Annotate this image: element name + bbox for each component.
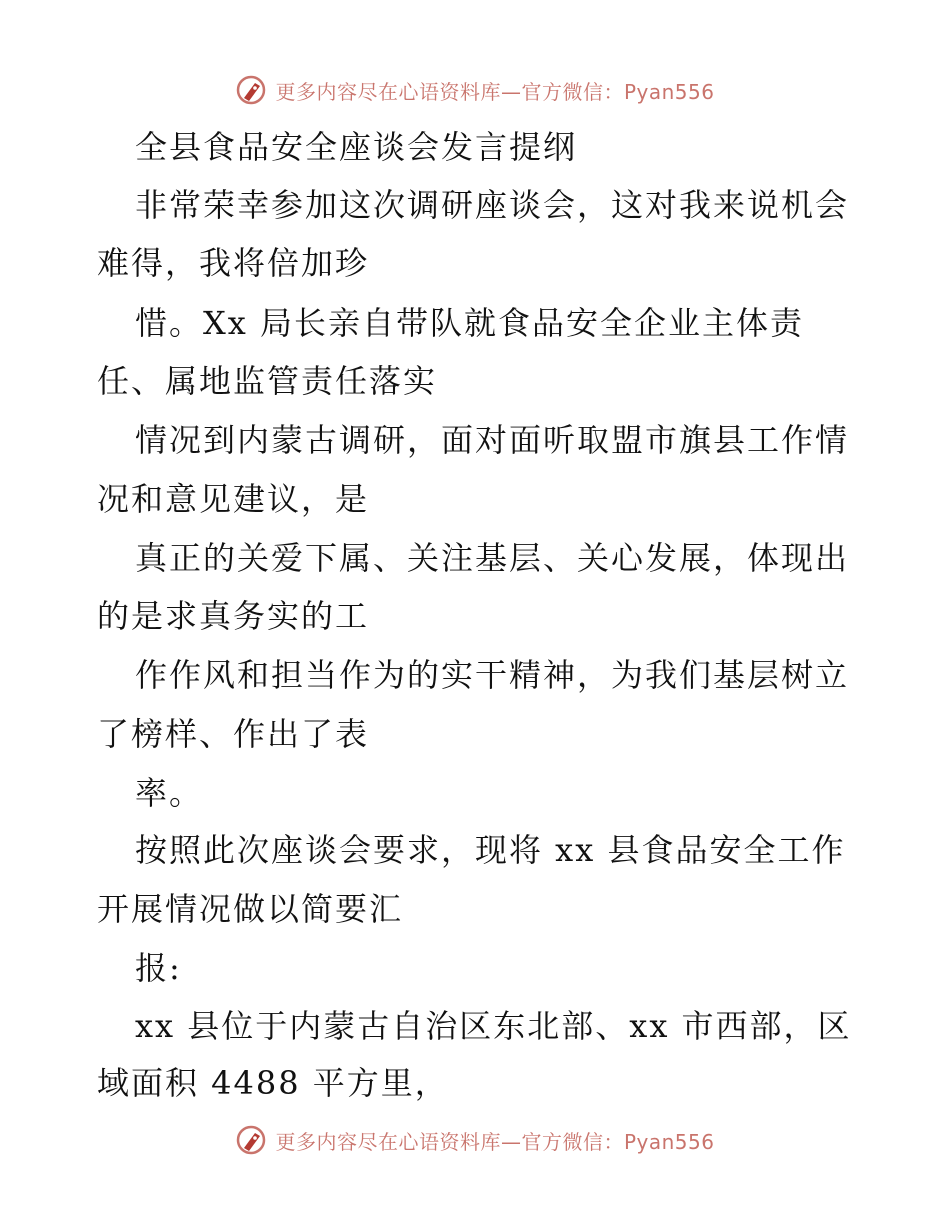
watermark-text: 更多内容尽在心语资料库—官方微信：Pyan556 [275,79,715,104]
text-line: xx 县位于内蒙古自治区东北部、xx 市西部，区 [135,1007,852,1045]
text-line: 难得，我将倍加珍 [97,244,370,282]
document-title: 全县食品安全座谈会发言提纲 [135,128,578,166]
text-line: 按照此次座谈会要求，现将 xx 县食品安全工作 [135,831,846,869]
text-line: 开展情况做以简要汇 [97,890,404,928]
text-line: 况和意见建议，是 [97,480,370,518]
text-line: 的是求真务实的工 [97,597,370,635]
text-line: 了榜样、作出了表 [97,715,370,753]
text-line: 作作风和担当作为的实干精神，为我们基层树立 [135,656,850,694]
text-line: 任、属地监管责任落实 [97,362,438,400]
watermark-banner-bottom [0,1120,950,1160]
text-line: 惜。Xx 局长亲自带队就食品安全企业主体责 [135,304,805,342]
text-line: 真正的关爱下属、关注基层、关心发展，体现出 [135,539,850,577]
watermark-text: 更多内容尽在心语资料库—官方微信：Pyan556 [275,1129,715,1154]
text-line: 非常荣幸参加这次调研座谈会，这对我来说机会 [135,186,850,224]
text-line: 域面积 4488 平方里， [97,1064,449,1102]
pen-nib-circle-icon [235,1124,267,1156]
text-line: 率。 [135,774,204,812]
text-line: 报: [135,949,182,987]
text-line: 情况到内蒙古调研，面对面听取盟市旗县工作情 [135,421,850,459]
